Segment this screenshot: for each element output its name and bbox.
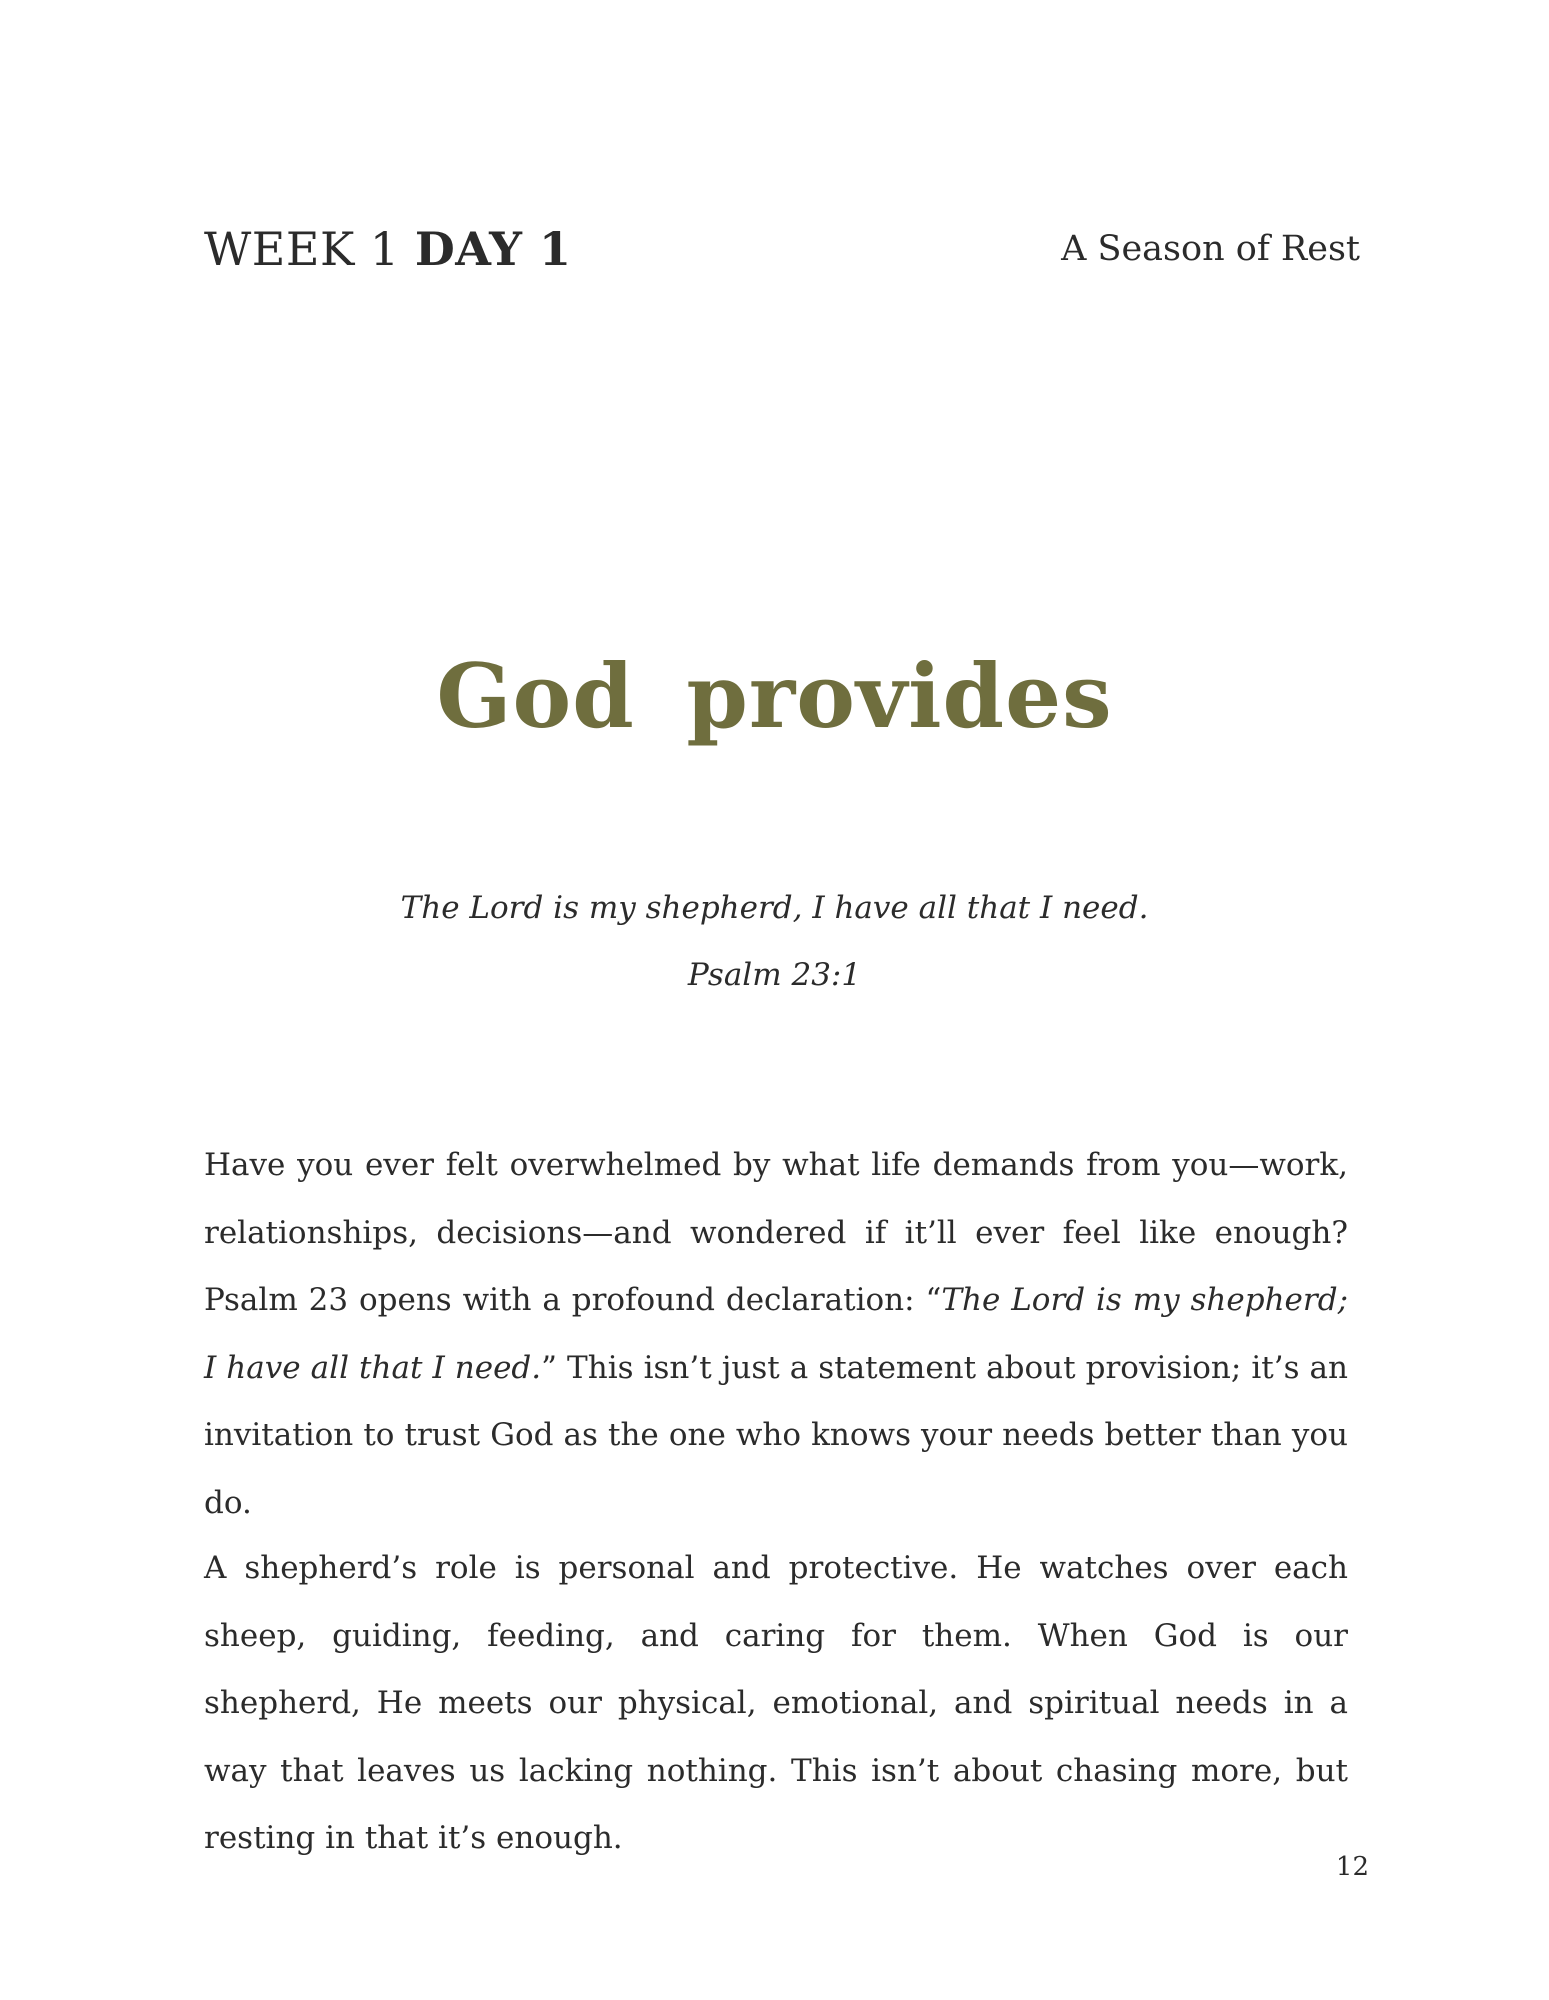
body-paragraph-1 xyxy=(204,1132,1348,1537)
paragraph-1-quote: The Lord is my shepherd; I have all that I need. xyxy=(204,1282,1349,1386)
verse-reference: Psalm 23:1 xyxy=(687,957,862,993)
paragraph-1-conclusion: ” This isn’t just a statement about provision; it’s an invitation to trust God as the one who knows your needs better than you do. xyxy=(204,1349,1348,1521)
page-title: God provides xyxy=(436,644,1113,748)
verse-text: The Lord is my shepherd, I have all that I need. xyxy=(400,890,1149,926)
page-number: 12 xyxy=(1335,1852,1369,1882)
paragraph-1-intro: Have you ever felt overwhelmed by what life demands from you—work, relationships, decisions—and wondered if it’ll ever feel like enough? Psalm 23 opens with a profound declaration: “ xyxy=(204,1147,1348,1318)
scripture-verse xyxy=(0,875,1549,1009)
series-title: A Season of Rest xyxy=(1061,229,1360,269)
body-paragraph-2: A shepherd’s role is personal and protective. He watches over each sheep, guiding, feeding, and caring for them. When God is our shepherd, He meets our physical, emotional, and spiritual needs in a way that leaves us lacking nothing. This isn’t about chasing more, but resting in that it’s enough. xyxy=(204,1550,1348,1856)
week-day-header xyxy=(204,222,571,276)
day-label: DAY 1 xyxy=(414,222,572,276)
week-label: WEEK 1 xyxy=(204,222,400,276)
